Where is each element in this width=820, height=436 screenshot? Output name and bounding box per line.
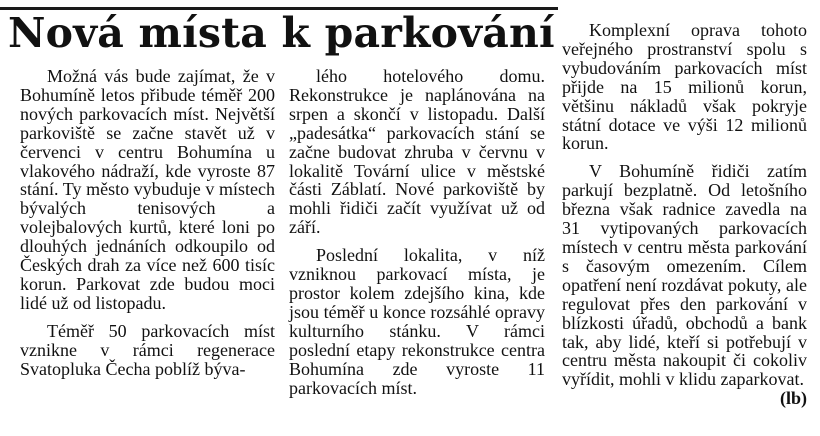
article-column-2 xyxy=(289,67,545,397)
column-1-paragraph-2: Téměř 50 parkovacích míst vznikne v rámci regenerace Svatopluka Čecha poblíž býva- xyxy=(20,320,275,379)
column-1-paragraph-1: Možná vás bude zajímat, že v Bohumíně letos přibude téměř 200 nových parkovacích míst. Největší parkoviště se začne stavět už v červenci v centru Bohumína u vlakového nádraží, kde vyroste 87 stání. Ty město vybuduje v místech bývalých tenisových a volejbalových kurtů, které loni po dlouhých jednáních odkoupilo od Českých drah za více než 600 tisíc korun. Parkovat zde budou moci lidé už od listopadu. xyxy=(20,66,275,313)
column-2-paragraph-2: Poslední lokalita, v níž vzniknou parkovací místa, je prostor kolem zdejšího kina, kde jsou téměř u konce rozsáhlé opravy kulturního stánku. V rámci poslední etapy rekonstrukce centra Bohumína zde vyroste 11 parkovacích míst. xyxy=(289,245,545,398)
article-column-3 xyxy=(562,21,807,408)
column-3-paragraph-2-text: V Bohumíně řidiči zatím parkují bezplatně. Od letošního března však radnice zavedla na 31 vytipovaných parkovacích místech v centru města parkování s časovým omezením. Cílem opatření není rozdávat pokuty, ale regulovat přes den parkování v blízkosti úřadů, obchodů a bank tak, aby lidé, kteří si potřebují v centru města nakoupit či cokoliv vyřídit, mohli v klidu zaparkovat. xyxy=(562,161,807,390)
headline: Nová místa k parkování xyxy=(8,9,555,57)
column-3-paragraph-1: Komplexní oprava tohoto veřejného prostranství spolu s vybudováním parkovacích míst přijde na 15 milionů korun, většinu nákladů však pokryje státní dotace ve výši 12 milionů korun. xyxy=(562,20,807,154)
article-column-1 xyxy=(20,67,275,379)
author-initials: (lb) xyxy=(780,388,807,409)
column-2-paragraph-1: lého hotelového domu. Rekonstrukce je naplánována na srpen a skončí v listopadu. Další „padesátka“ parkovacích stání se začne budovat zhruba v červnu v lokalitě Tovární ulice v městské části Záblatí. Nové parkoviště by mohli řidiči začít využívat už od září. xyxy=(289,66,545,238)
column-3-paragraph-2 xyxy=(562,161,807,409)
